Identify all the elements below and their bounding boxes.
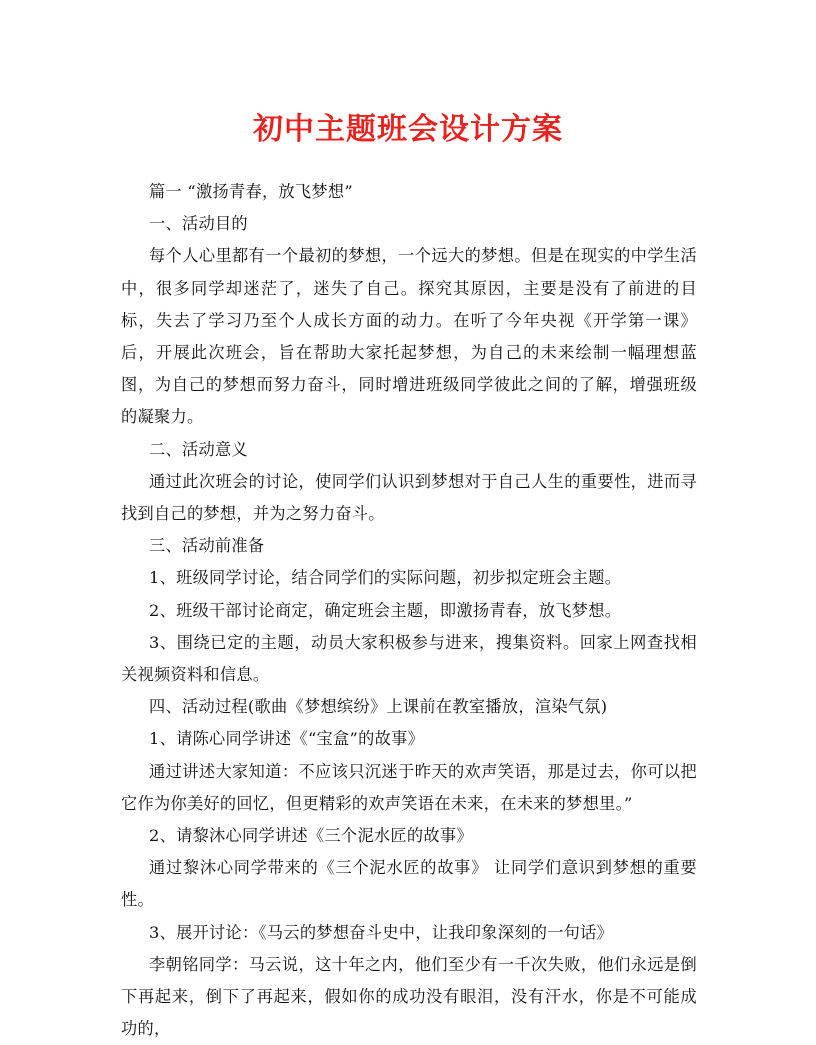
paragraph-process-1: 通过讲述大家知道：不应该只沉迷于昨天的欢声笑语，那是过去，你可以把它作为你美好的回忆，但更精彩的欢声笑语在未来，在未来的梦想里。”: [121, 761, 697, 813]
paragraph-activity-meaning: 通过此次班会的讨论，使同学们认识到梦想对于自己人生的重要性，进而寻找到自己的梦想，并为之努力奋斗。: [121, 471, 697, 524]
paragraph-activity-purpose: 每个人心里都有一个最初的梦想，一个远大的梦想。但是在现实的中学生活中，很多同学却迷茫了，迷失了自己。探究其原因，主要是没有了前进的目标，失去了学习乃至个人成长方面的动力。在听了今年央视《开学第一课》后，开展此次班会，旨在帮助大家托起梦想，为自己的未来绘制一幅理想蓝图，为自己的梦想而努力奋斗，同时增进班级同学彼此之间的了解，增强班级的凝聚力。: [121, 246, 697, 427]
list-item-preparation-2: 2、班级干部讨论商定，确定班会主题，即激扬青春，放飞梦想。: [149, 600, 622, 620]
list-item-preparation-3: 3、围绕已定的主题，动员大家积极参与进来，搜集资料。回家上网查找相关视频资料和信息。: [121, 632, 697, 685]
list-item-process-1: 1、请陈心同学讲述《“宝盒”的故事》: [149, 729, 425, 749]
section-heading-part-one: 篇一 “激扬青春，放飞梦想”: [149, 182, 353, 201]
paragraph-process-2: 通过黎沐心同学带来的《三个泥水匠的故事》 让同学们意识到梦想的重要性。: [121, 858, 697, 910]
section-heading-activity-purpose: 一、活动目的: [149, 214, 248, 234]
section-heading-activity-process: 四、活动过程(歌曲《梦想缤纷》上课前在教室播放，渲染气氛): [149, 697, 608, 717]
list-item-preparation-1: 1、班级同学讨论，结合同学们的实际问题，初步拟定班会主题。: [149, 568, 622, 588]
paragraph-process-3: 李朝铭同学：马云说，这十年之内，他们至少有一千次失败，他们永远是倒下再起来，倒下了再起来，假如你的成功没有眼泪，没有汗水，你是不可能成功的，: [121, 954, 697, 1039]
list-item-process-3: 3、展开讨论：《马云的梦想奋斗史中，让我印象深刻的一句话》: [149, 922, 614, 942]
section-heading-activity-meaning: 二、活动意义: [149, 439, 248, 459]
document-title: 初中主题班会设计方案: [253, 112, 563, 147]
document-body: [121, 176, 697, 1045]
list-item-process-2: 2、请黎沐心同学讲述《三个泥水匠的故事》: [149, 826, 473, 846]
section-heading-preparation: 三、活动前准备: [149, 536, 265, 556]
